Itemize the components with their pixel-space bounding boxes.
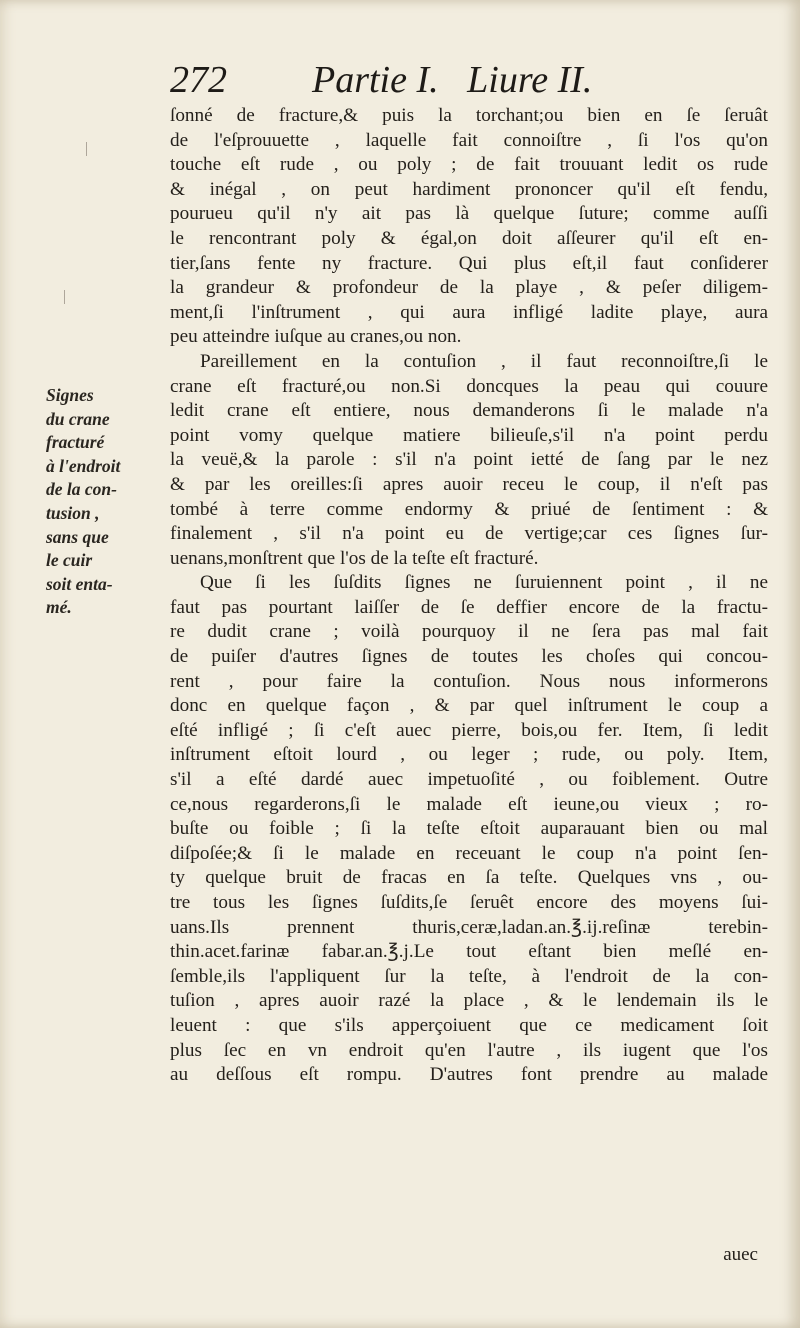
text-line: diſpoſée;& ſi le malade en receuant le coup n'a point ſen- xyxy=(170,842,768,864)
margin-note-line: du crane xyxy=(46,408,110,429)
margin-mark xyxy=(64,290,71,304)
text-line: plus ſec en vn endroit qu'en l'autre , ils iugent que l'os xyxy=(170,1039,768,1061)
margin-mark xyxy=(86,142,93,156)
text-line: ce,nous regarderons,ſi le malade eſt ieune,ou vieux ; ro- xyxy=(170,793,768,815)
margin-note-line: mé. xyxy=(46,597,72,618)
text-line: & par les oreilles:ſi apres auoir receu le coup, il n'eſt pas xyxy=(170,473,768,495)
catchword: auec xyxy=(723,1244,758,1265)
body-text xyxy=(170,104,768,1088)
text-line: tier,ſans fente ny fracture. Qui plus eſt,il faut conſiderer xyxy=(170,252,768,274)
text-line: touche eſt rude , ou poly ; de fait trouuant ledit os rude xyxy=(170,154,768,176)
text-line: ty quelque bruit de fracas en ſa teſte. Quelques vns , ou- xyxy=(170,867,768,889)
text-line: donc en quelque façon , & par quel inſtrument le coup a xyxy=(170,695,768,717)
text-line: de l'eſprouuette , laquelle fait connoiſtre , ſi l'os qu'on xyxy=(170,129,768,151)
text-line: uans.Ils prennent thuris,ceræ,ladan.an.℥.ij.reſinæ terebin- xyxy=(170,916,768,938)
text-line: ſonné de fracture,& puis la torchant;ou bien en ſe ſeruât xyxy=(170,105,768,126)
margin-note xyxy=(46,384,166,620)
running-head: Partie I. Liure II. xyxy=(312,59,593,101)
text-line: eſté infligé ; ſi c'eſt auec pierre, bois,ou fer. Item, ſi ledit xyxy=(170,719,768,741)
text-line: & inégal , on peut hardiment prononcer qu'il eſt fendu, xyxy=(170,178,768,200)
text-line: au deſſous eſt rompu. D'autres font prendre au malade xyxy=(170,1064,768,1086)
text-line: finalement , s'il n'a point eu de vertige;car ces ſignes ſur- xyxy=(170,523,768,545)
margin-note-line: fracturé xyxy=(46,432,105,453)
text-line: faut pas pourtant laiſſer de ſe deffier encore de la fractu- xyxy=(170,596,768,618)
text-line: re dudit crane ; voilà pourquoy il ne ſera pas mal fait xyxy=(170,621,768,643)
text-line: leuent : que s'ils apperçoiuent que ce medicament ſoit xyxy=(170,1014,768,1036)
text-line: s'il a eſté dardé auec impetuoſité , ou foiblement. Outre xyxy=(170,769,768,791)
text-line: ſemble,ils l'appliquent ſur la teſte, à l'endroit de la con- xyxy=(170,965,768,987)
page-header xyxy=(170,58,770,106)
text-line: Pareillement en la contuſion , il faut reconnoiſtre,ſi le xyxy=(200,350,768,372)
text-line: buſte ou foible ; ſi la teſte eſtoit auparauant bien ou mal xyxy=(170,818,768,840)
margin-note-line: le cuir xyxy=(46,550,93,571)
text-line: inſtrument eſtoit lourd , ou leger ; rude, ou poly. Item, xyxy=(170,744,768,766)
text-line: Que ſi les ſuſdits ſignes ne ſuruiennent point , il ne xyxy=(200,572,768,594)
text-line: la grandeur & profondeur de la playe , & peſer diligem- xyxy=(170,277,768,299)
text-line: la veuë,& la parole : s'il n'a point ietté de ſang par le nez xyxy=(170,449,768,471)
margin-note-line: sans que xyxy=(46,526,109,547)
text-line: tre tous les ſignes ſuſdits,ſe ſeruêt encore des moyens ſui- xyxy=(170,892,768,913)
page-number: 272 xyxy=(170,59,227,101)
margin-note-line: tusion , xyxy=(46,502,100,523)
text-line: le rencontrant poly & égal,on doit aſſeurer qu'il eſt en- xyxy=(170,227,768,249)
text-line: crane eſt fracturé,ou non.Si doncques la peau qui couure xyxy=(170,375,768,397)
margin-note-line: de la con- xyxy=(46,479,117,500)
text-line: pourueu qu'il n'y ait pas là quelque ſuture; comme auſſi xyxy=(170,203,768,225)
text-line: tuſion , apres auoir razé la place , & le lendemain ils le xyxy=(170,990,768,1012)
text-line: thin.acet.farinæ fabar.an.℥.j.Le tout eſtant bien meſlé en- xyxy=(170,941,768,963)
text-line: uenans,monſtrent que l'os de la teſte eſt fracturé. xyxy=(170,547,539,569)
text-line: rent , pour faire la contuſion. Nous nous informerons xyxy=(170,670,768,692)
text-line: peu atteindre iuſque au cranes,ou non. xyxy=(170,326,462,348)
text-line: ledit crane eſt entiere, nous demanderons ſi le malade n'a xyxy=(170,400,768,422)
text-line: de puiſer d'autres ſignes de toutes les choſes qui concou- xyxy=(170,646,768,668)
margin-note-line: soit enta- xyxy=(46,573,113,594)
text-line: ment,ſi l'inſtrument , qui aura infligé ladite playe, aura xyxy=(170,301,768,323)
margin-note-line: Signes xyxy=(46,385,94,405)
margin-note-line: à l'endroit xyxy=(46,455,121,476)
text-line: tombé à terre comme endormy & priué de ſentiment : & xyxy=(170,498,768,520)
text-line: point vomy quelque matiere bilieuſe,s'il n'a point perdu xyxy=(170,424,768,446)
